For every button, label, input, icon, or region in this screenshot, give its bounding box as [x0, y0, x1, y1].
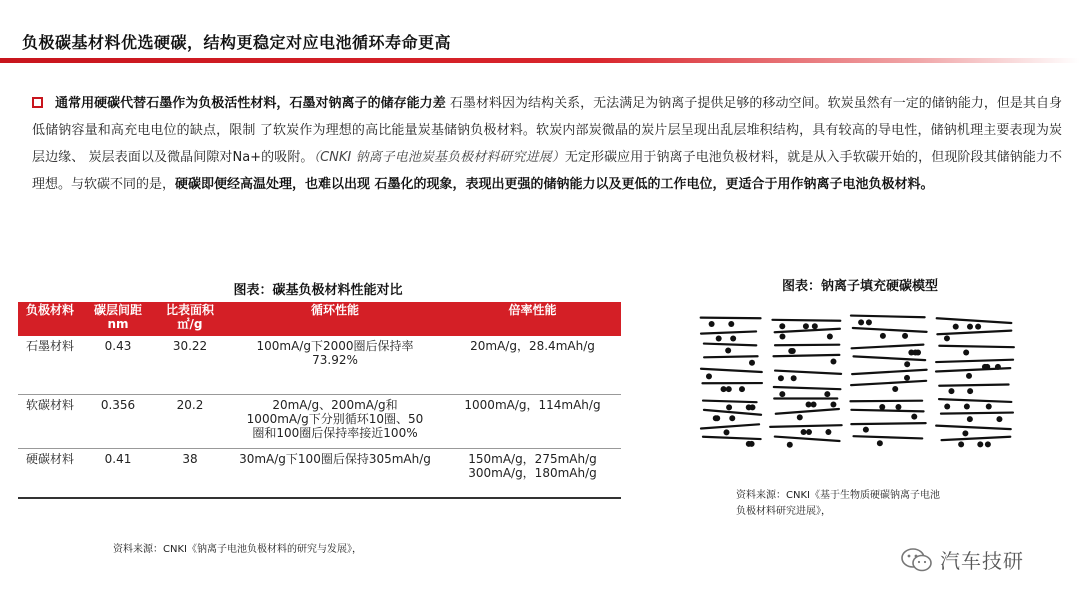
header-rate: 倍率性能	[444, 302, 621, 336]
sodium-ion	[827, 333, 833, 339]
performance-table	[18, 302, 621, 499]
sodium-ion	[995, 364, 1001, 370]
sodium-ion	[953, 324, 959, 330]
lead-bold-text: 通常用硬碳代替石墨作为负极活性材料，石墨对钠离子的储存能力差	[55, 96, 446, 111]
carbon-layer	[774, 387, 841, 389]
carbon-layer	[853, 328, 927, 332]
sodium-ion	[824, 391, 830, 397]
sodium-ion	[986, 404, 992, 410]
table-source: 资料来源：CNKI《钠离子电池负极材料的研究与发展》，	[113, 544, 362, 555]
sodium-ion	[963, 349, 969, 355]
carbon-layer	[775, 345, 839, 346]
carbon-layer	[775, 329, 840, 332]
carbon-layer	[772, 320, 840, 321]
cell-area: 38	[154, 448, 226, 498]
sodium-ion	[728, 321, 734, 327]
carbon-layer	[851, 410, 923, 412]
sodium-ion	[830, 359, 836, 365]
carbon-layer	[936, 360, 1013, 362]
wechat-icon	[900, 547, 934, 573]
slide-title: 负极碳基材料优选硬碳，结构更稳定对应电池循环寿命更高	[22, 33, 452, 52]
sodium-ion	[996, 416, 1002, 422]
carbon-layer	[852, 370, 926, 374]
sodium-ion	[723, 429, 729, 435]
sodium-ion	[966, 373, 972, 379]
sodium-ion	[944, 335, 950, 341]
sodium-ion	[779, 323, 785, 329]
carbon-layer	[704, 410, 761, 415]
sodium-ion	[982, 364, 988, 370]
cell-cycle: 30mA/g下100圈后保持305mAh/g	[226, 448, 444, 498]
carbon-layer	[850, 401, 922, 402]
sodium-ion	[892, 386, 898, 392]
sodium-ion	[730, 336, 736, 342]
cell-material: 硬碳材料	[18, 448, 82, 498]
sodium-ion	[779, 391, 785, 397]
carbon-layer	[852, 345, 924, 349]
square-bullet-icon	[32, 97, 43, 108]
carbon-layer	[701, 318, 761, 319]
sodium-ion	[962, 430, 968, 436]
cell-rate: 1000mA/g，114mAh/g	[444, 394, 621, 448]
carbon-layer	[704, 356, 757, 357]
sodium-ion	[964, 404, 970, 410]
table-row	[18, 336, 621, 394]
carbon-layer	[939, 399, 1011, 402]
sodium-ion	[911, 414, 917, 420]
cell-area: 30.22	[154, 336, 226, 394]
carbon-layer	[701, 369, 762, 372]
sodium-ion	[709, 321, 715, 327]
carbon-layer	[937, 331, 1011, 335]
hard-carbon-model-diagram	[692, 308, 1022, 458]
sodium-ion	[729, 415, 735, 421]
carbon-layer	[851, 316, 925, 318]
sodium-ion	[830, 401, 836, 407]
sodium-ion	[721, 386, 727, 392]
sodium-ion	[879, 404, 885, 410]
cell-cycle: 20mA/g、200mA/g和1000mA/g下分别循环10圈、50圈和100圈后保持率接近100%	[226, 394, 444, 448]
title-divider	[0, 58, 1080, 63]
cell-spacing: 0.43	[82, 336, 154, 394]
cell-rate: 20mA/g，28.4mAh/g	[444, 336, 621, 394]
carbon-layer	[775, 371, 841, 374]
sodium-ion	[726, 404, 732, 410]
header-spacing: 碳层间距 nm	[82, 302, 154, 336]
table-caption: 图表：碳基负极材料性能对比	[233, 283, 403, 298]
sodium-ion	[967, 324, 973, 330]
carbon-layer	[774, 355, 840, 356]
carbon-layer	[854, 436, 923, 438]
cell-material: 石墨材料	[18, 336, 82, 394]
paragraph-text-1: 石墨材料因为结构关系，无法满足为钠离子提供足够的移动空间。软炭虽然有一定的储钠能力，但是其自身低储钠容量和高充电电位的缺点，限制 了软炭作为理想的高比能量炭基储钠负极材料。软炭内部炭微晶的炭片层呈现出乱层堆积结构，具有较高的导电性，储钠机理主要表现为炭层边缘、 炭层表面以及微晶间隙对Na+的吸附。	[32, 96, 1062, 165]
header-area: 比表面积 ㎡/g	[154, 302, 226, 336]
carbon-layer	[703, 437, 761, 439]
table-header-row	[18, 302, 621, 336]
carbon-layer	[942, 437, 1011, 440]
table-row	[18, 448, 621, 498]
body-paragraph	[32, 90, 1062, 198]
sodium-ion	[779, 333, 785, 339]
sodium-ion	[726, 386, 732, 392]
carbon-layer	[776, 409, 839, 414]
sodium-ion	[725, 347, 731, 353]
sodium-ion	[801, 429, 807, 435]
sodium-ion	[746, 404, 752, 410]
paragraph-text-2: 无定形碳应用于钠离子电池负极材料，就是从入手软碳开始的，但现阶段其储钠能力不理想。与软碳不同的是，	[32, 150, 1062, 192]
carbon-layer	[941, 413, 1013, 414]
sodium-ion	[811, 401, 817, 407]
carbon-layer	[851, 381, 926, 385]
sodium-ion	[812, 323, 818, 329]
brand-name: 汽车技研	[940, 549, 1024, 573]
header-cycle: 循环性能	[226, 302, 444, 336]
figure-source: 资料来源：CNKI《基于生物质硬碳钠离子电池 负极材料研究进展》，	[736, 490, 940, 517]
sodium-ion	[975, 324, 981, 330]
sodium-ion	[749, 441, 755, 447]
sodium-ion	[880, 333, 886, 339]
sodium-ion	[908, 349, 914, 355]
carbon-layer	[939, 346, 1014, 347]
carbon-layer	[701, 331, 756, 333]
sodium-ion	[806, 429, 812, 435]
carbon-layer	[701, 424, 759, 428]
sodium-ion	[967, 416, 973, 422]
sodium-ion	[863, 427, 869, 433]
sodium-ion	[825, 429, 831, 435]
carbon-layer	[854, 356, 926, 360]
sodium-ion	[858, 319, 864, 325]
sodium-ion	[797, 414, 803, 420]
sodium-ion	[803, 323, 809, 329]
cell-spacing: 0.41	[82, 448, 154, 498]
sodium-ion	[866, 319, 872, 325]
sodium-ion	[787, 442, 793, 448]
cell-area: 20.2	[154, 394, 226, 448]
sodium-ion	[706, 373, 712, 379]
tail-bold-text: 硬碳即便经高温处理，也难以出现 石墨化的现象，表现出更强的储钠能力以及更低的工作电位，更适合于用作钠离子电池负极材料。	[175, 177, 934, 192]
sodium-ion	[985, 441, 991, 447]
sodium-ion	[902, 333, 908, 339]
sodium-ion	[714, 415, 720, 421]
cell-material: 软碳材料	[18, 394, 82, 448]
sodium-ion	[791, 375, 797, 381]
carbon-layer	[939, 385, 1008, 386]
carbon-layer	[851, 423, 925, 424]
sodium-ion	[904, 375, 910, 381]
sodium-ion	[948, 388, 954, 394]
sodium-ion	[716, 336, 722, 342]
paragraph-citation: （CNKI 钠离子电池炭基负极材料研究进展）	[313, 150, 565, 165]
carbon-layer	[937, 318, 1012, 323]
sodium-ion	[895, 404, 901, 410]
carbon-layer	[770, 425, 841, 427]
sodium-ion	[944, 404, 950, 410]
sodium-ion	[788, 348, 794, 354]
cell-cycle: 100mA/g下2000圈后保持率73.92%	[226, 336, 444, 394]
header-material: 负极材料	[18, 302, 82, 336]
carbon-layer	[703, 401, 757, 403]
carbon-layer	[936, 426, 1011, 430]
carbon-layer	[704, 344, 756, 346]
sodium-ion	[958, 441, 964, 447]
sodium-ion	[967, 388, 973, 394]
brand-watermark	[900, 545, 1024, 574]
sodium-ion	[739, 386, 745, 392]
sodium-ion	[749, 360, 755, 366]
sodium-ion	[778, 375, 784, 381]
carbon-layer	[775, 437, 840, 441]
sodium-ion	[904, 361, 910, 367]
table-row	[18, 394, 621, 448]
sodium-ion	[877, 440, 883, 446]
sodium-ion	[977, 441, 983, 447]
cell-spacing: 0.356	[82, 394, 154, 448]
figure-caption: 图表：钠离子填充硬碳模型	[781, 279, 938, 294]
cell-rate: 150mA/g，275mAh/g 300mA/g，180mAh/g	[444, 448, 621, 498]
